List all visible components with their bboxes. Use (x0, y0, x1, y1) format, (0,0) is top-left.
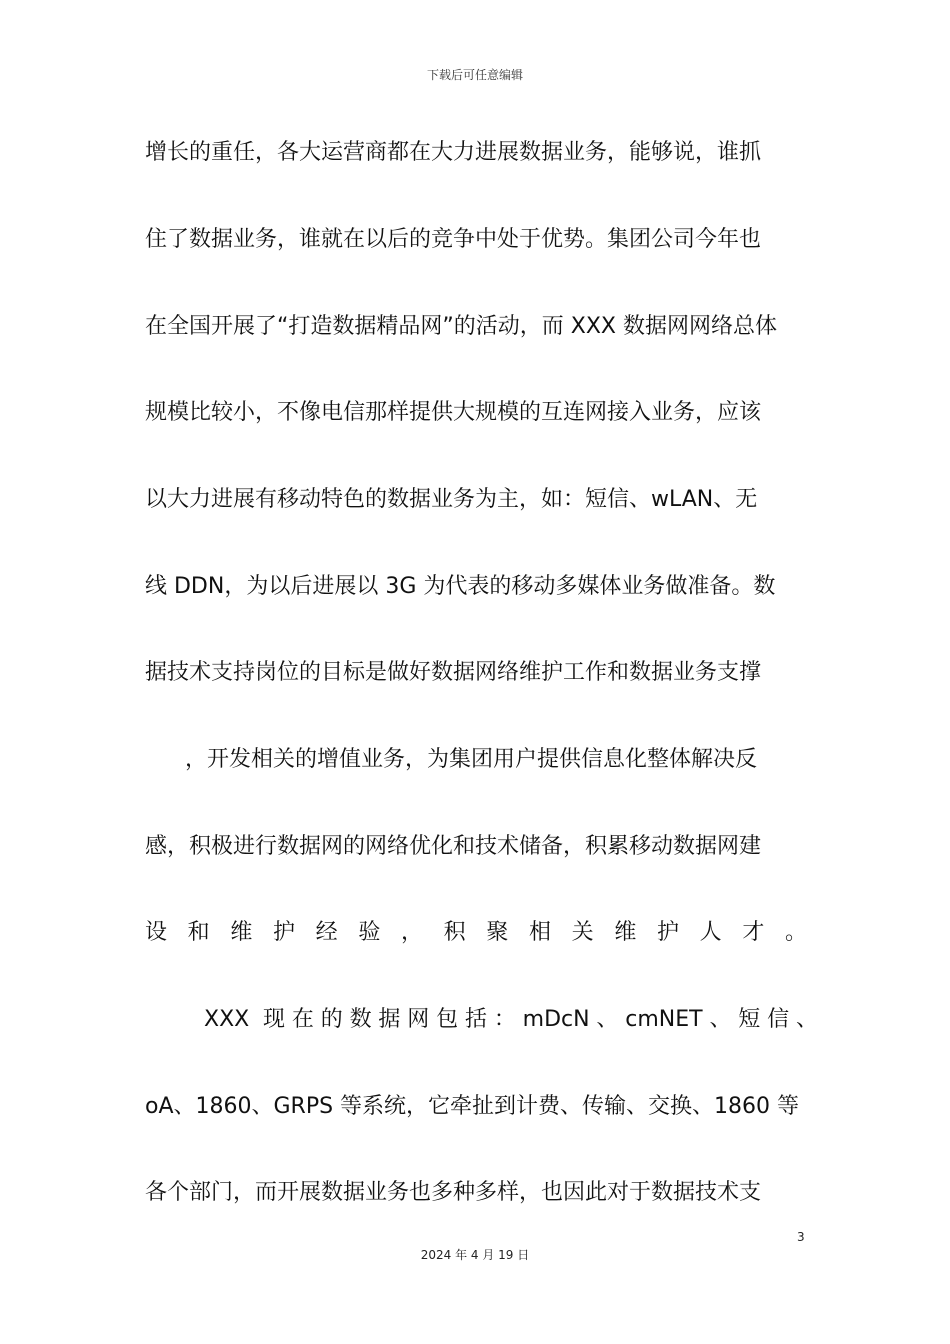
paragraph-line: 据技术支持岗位的目标是做好数据网络维护工作和数据业务支撑 (145, 660, 762, 685)
paragraph-line: 各个部门，而开展数据业务也多种多样，也因此对于数据技术支 (145, 1180, 762, 1205)
page-number: 3 (797, 1230, 805, 1244)
paragraph-line: 增长的重任，各大运营商都在大力进展数据业务，能够说，谁抓 (145, 140, 762, 165)
paragraph-line: 设和维护经验，积聚相关维护人才。 (145, 920, 807, 945)
paragraph-line: 规模比较小，不像电信那样提供大规模的互连网接入业务，应该 (145, 400, 762, 425)
paragraph-line: ，开发相关的增值业务，为集团用户提供信息化整体解决反 (185, 747, 758, 772)
paragraph-line: XXX 现在的数据网包括：mDcN、cmNET、短信、 (204, 1007, 818, 1032)
paragraph-line: 感，积极进行数据网的网络优化和技术储备，积累移动数据网建 (145, 834, 762, 859)
page-header: 下载后可任意编辑 (426, 68, 523, 82)
paragraph-line: 住了数据业务，谁就在以后的竞争中处于优势。集团公司今年也 (145, 227, 762, 252)
paragraph-line: 线 DDN，为以后进展以 3G 为代表的移动多媒体业务做准备。数 (145, 574, 776, 599)
paragraph-line: oA、1860、GRPS 等系统，它牵扯到计费、传输、交换、1860 等 (145, 1094, 800, 1119)
paragraph-line: 以大力进展有移动特色的数据业务为主，如：短信、wLAN、无 (145, 487, 758, 512)
paragraph-line: 在全国开展了“打造数据精品网”的活动，而 XXX 数据网网络总体 (145, 314, 777, 339)
footer-date: 2024 年 4 月 19 日 (420, 1248, 530, 1262)
